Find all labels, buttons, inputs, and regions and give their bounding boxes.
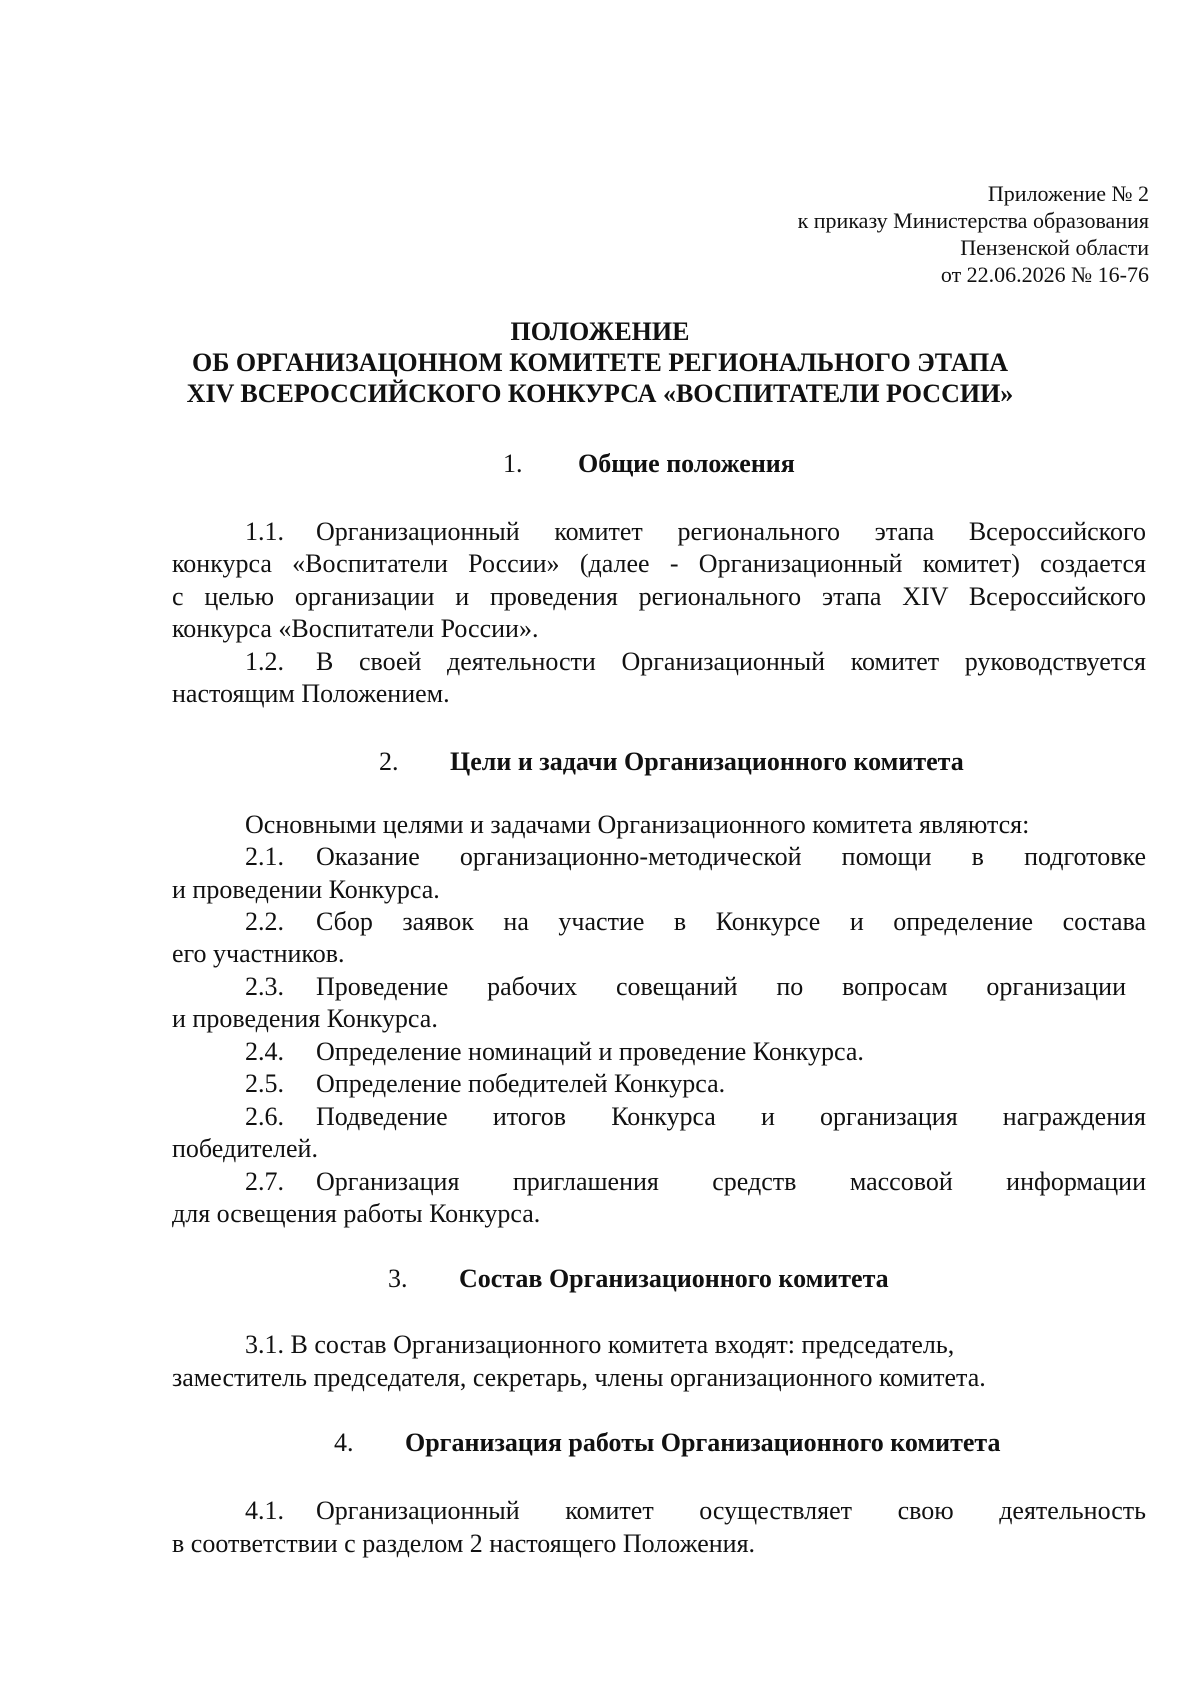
item-text: его участников.: [172, 939, 345, 968]
item-text: заместитель председателя, секретарь, члены организационного комитета.: [172, 1363, 986, 1392]
item-text: Проведение рабочих совещаний по вопросам организации: [316, 972, 1126, 1001]
item-number: 1.1.: [245, 517, 284, 546]
section-number: 4.: [334, 1428, 354, 1457]
appendix-number: Приложение № 2: [987, 181, 1149, 206]
title-line-3: XIV ВСЕРОССИЙСКОГО КОНКУРСА «ВОСПИТАТЕЛИ РОССИИ»: [186, 379, 1014, 408]
section-intro: Основными целями и задачами Организационного комитета являются:: [245, 810, 1030, 839]
section-number: 3.: [388, 1264, 408, 1293]
title-line-2: ОБ ОРГАНИЗАЦОННОМ КОМИТЕТЕ РЕГИОНАЛЬНОГО ЭТАПА: [192, 348, 1008, 377]
document-title: [0, 316, 1200, 409]
item-text: 3.1. В состав Организационного комитета входят: председатель,: [245, 1330, 955, 1359]
item-text: в соответствии с разделом 2 настоящего Положения.: [172, 1529, 756, 1558]
item-number: 2.6.: [245, 1102, 284, 1131]
item-text: Организационный комитет осуществляет свою деятельность: [316, 1496, 1146, 1525]
item-text: Организация приглашения средств массовой информации: [316, 1167, 1146, 1196]
appendix-order-ref: к приказу Министерства образования: [797, 208, 1149, 233]
item-number: 2.4.: [245, 1037, 284, 1066]
item-number: 2.5.: [245, 1069, 284, 1098]
item-text: Подведение итогов Конкурса и организация награждения: [316, 1102, 1146, 1131]
appendix-region: Пензенской области: [960, 235, 1149, 260]
item-number: 2.3.: [245, 972, 284, 1001]
item-number: 2.2.: [245, 907, 284, 936]
item-text: с целью организации и проведения регионального этапа XIV Всероссийского: [172, 582, 1146, 611]
section-title: Организация работы Организационного комитета: [405, 1428, 1001, 1457]
item-text: для освещения работы Конкурса.: [172, 1199, 541, 1228]
section-number: 1.: [503, 449, 523, 478]
item-number: 2.7.: [245, 1167, 284, 1196]
section-title: Общие положения: [578, 449, 795, 478]
item-number: 4.1.: [245, 1496, 284, 1525]
item-text: конкурса «Воспитатели России».: [172, 614, 539, 643]
item-number: 1.2.: [245, 647, 284, 676]
title-line-1: ПОЛОЖЕНИЕ: [510, 317, 690, 346]
item-text: конкурса «Воспитатели России» (далее - Организационный комитет) создается: [172, 549, 1146, 578]
item-text: Сбор заявок на участие в Конкурсе и определение состава: [316, 907, 1146, 936]
section-number: 2.: [379, 747, 399, 776]
section-title: Состав Организационного комитета: [459, 1264, 889, 1293]
item-text: и проведении Конкурса.: [172, 875, 440, 904]
item-text: Определение номинаций и проведение Конкурса.: [316, 1037, 864, 1066]
item-text: и проведения Конкурса.: [172, 1004, 438, 1033]
appendix-header: [798, 180, 1149, 288]
item-text: Оказание организационно-методической помощи в подготовке: [316, 842, 1146, 871]
item-text: В своей деятельности Организационный комитет руководствуется: [316, 647, 1146, 676]
item-text: Определение победителей Конкурса.: [316, 1069, 726, 1098]
section-title: Цели и задачи Организационного комитета: [450, 747, 964, 776]
item-text: победителей.: [172, 1134, 318, 1163]
item-text: Организационный комитет регионального этапа Всероссийского: [316, 517, 1146, 546]
item-number: 2.1.: [245, 842, 284, 871]
item-text: настоящим Положением.: [172, 679, 450, 708]
appendix-date: от 22.06.2026 № 16-76: [940, 262, 1149, 287]
